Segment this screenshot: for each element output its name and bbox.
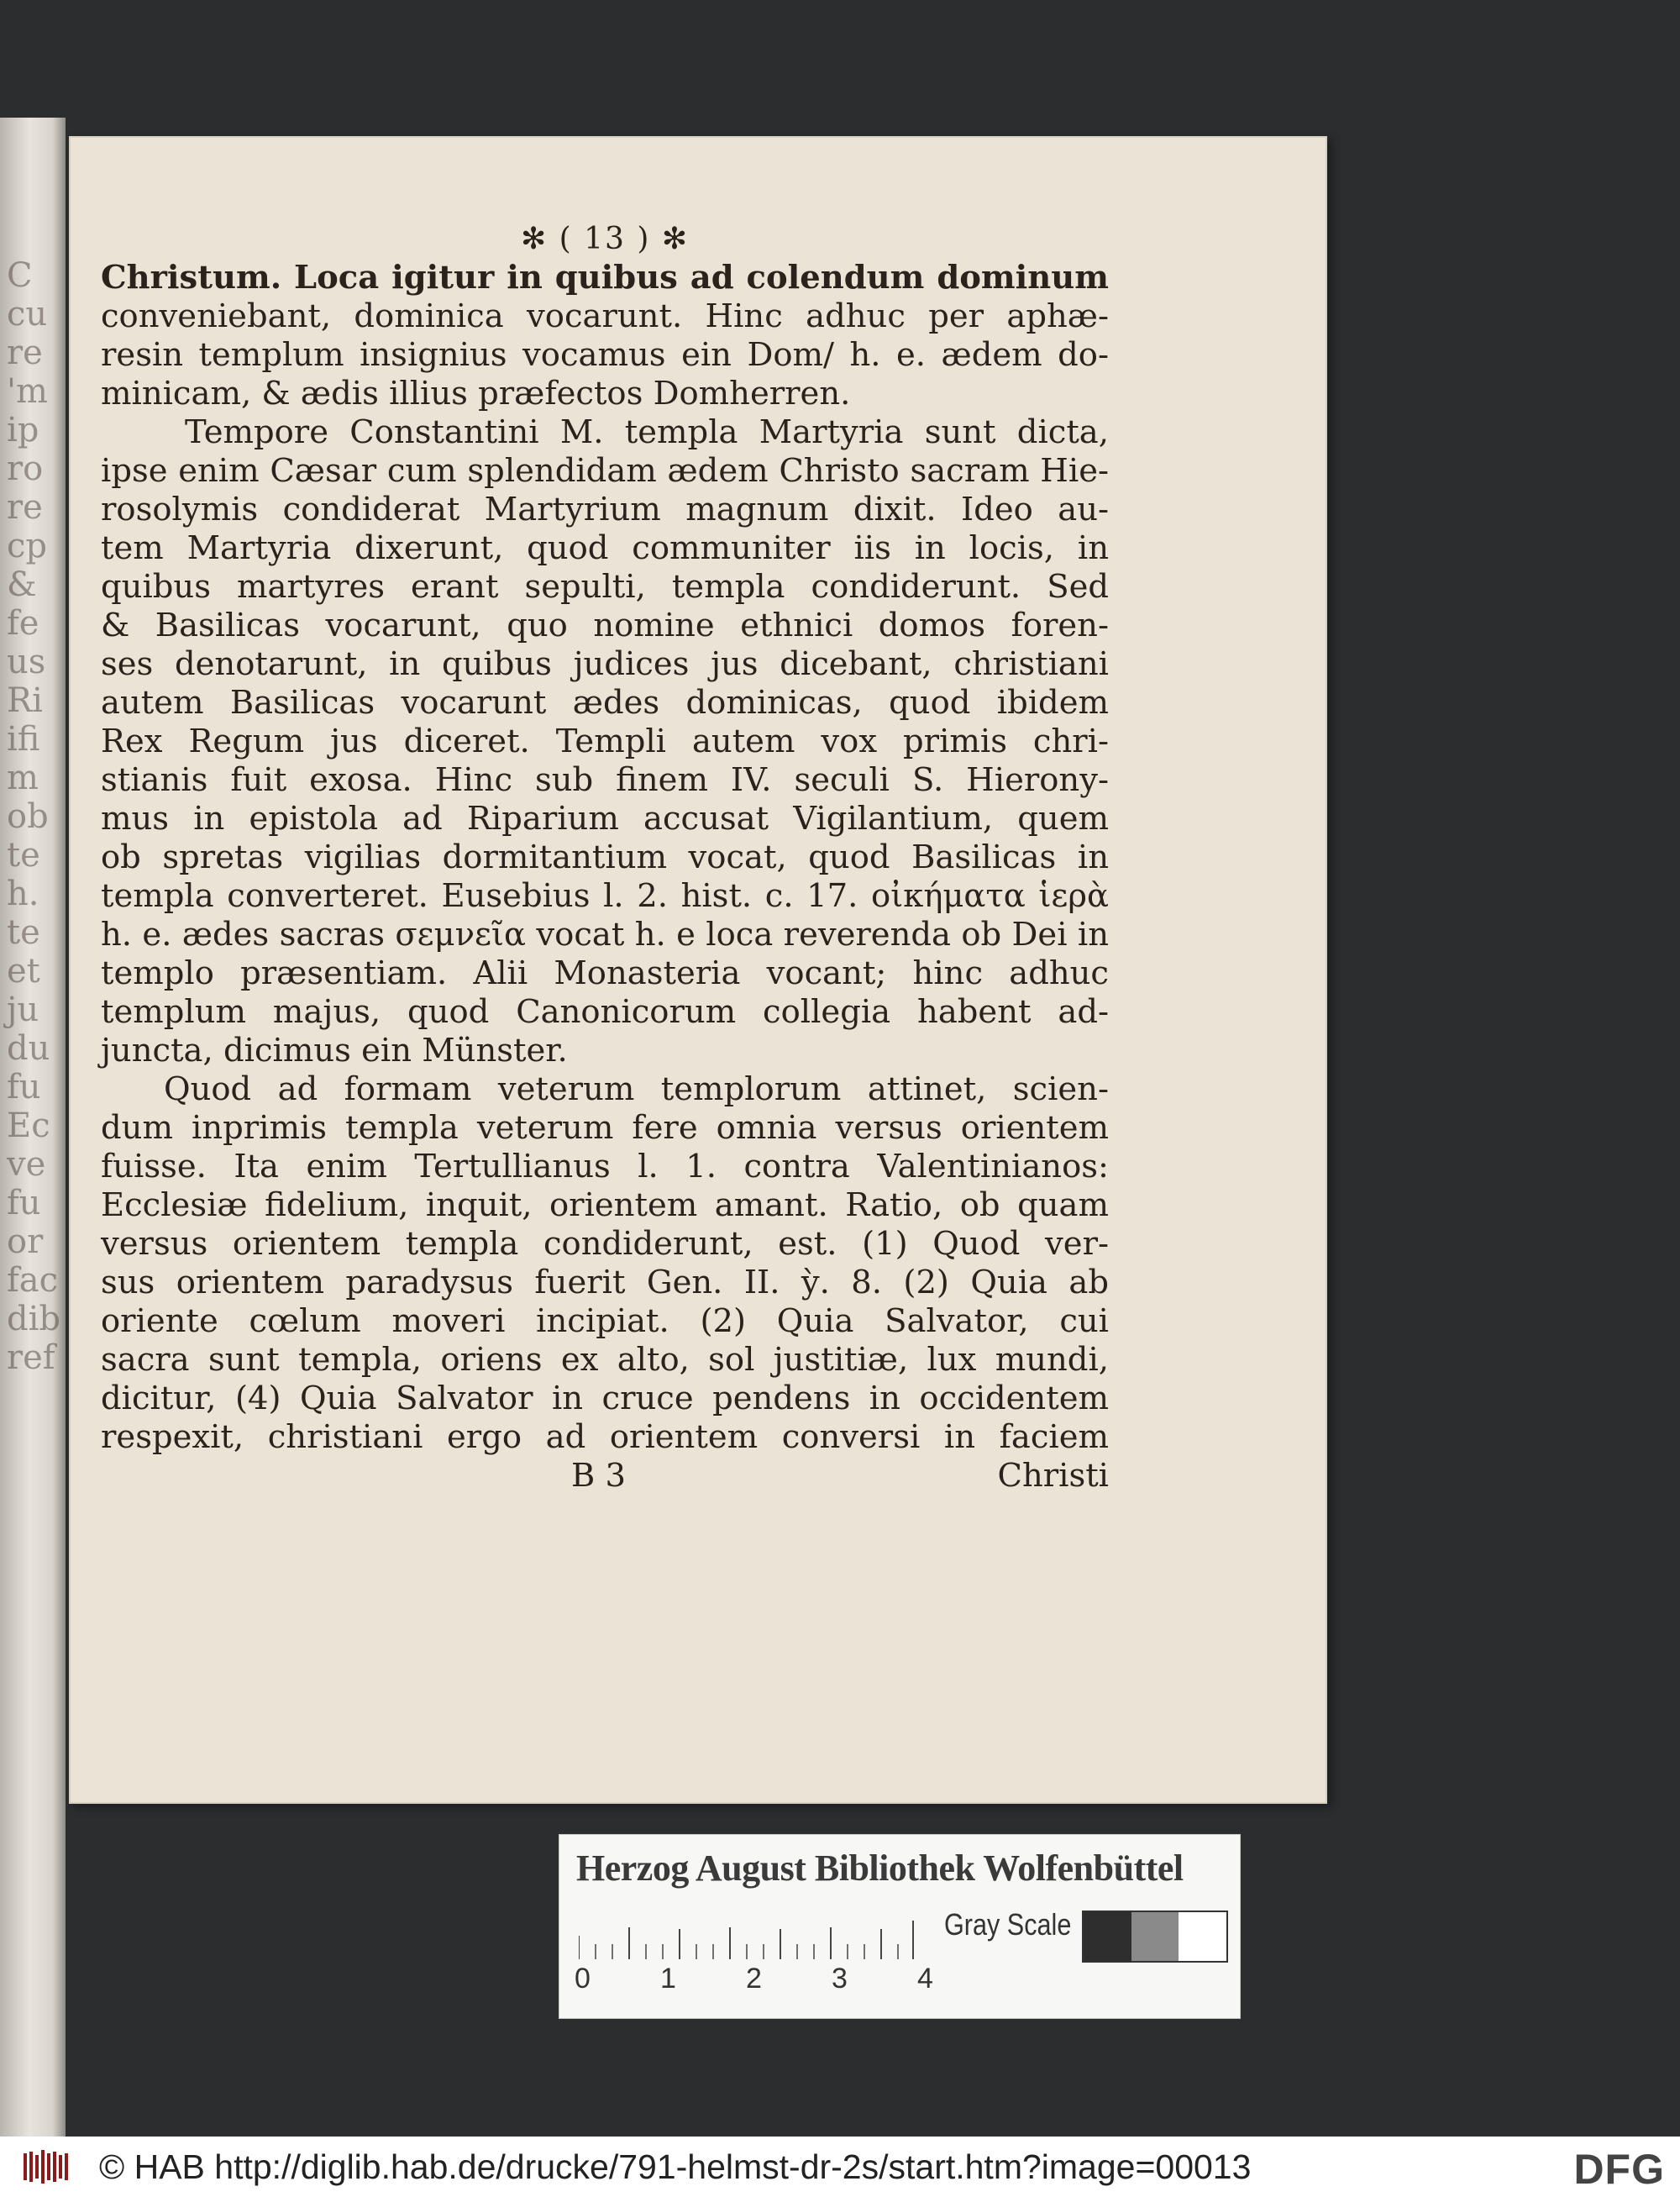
text-line: ses denotarunt, in quibus judices jus dicebant, christiani [101,645,1109,683]
left-page-fragment: C [7,256,33,295]
text-line: dicitur, (4) Quia Salvator in cruce pendens in occidentem [101,1380,1109,1417]
text-line: templo præsentiam. Alii Monasteria vocant; hinc adhuc [101,954,1109,992]
page-footer [101,1457,1109,1495]
text-line: conveniebant, dominica vocarunt. Hinc adhuc per aphæ- [101,297,1109,335]
copyright-url[interactable]: © HAB http://diglib.hab.de/drucke/791-helmst-dr-2s/start.htm?image=00013 [99,2147,1252,2186]
ruler-scale [579,1912,915,1959]
gray-swatch [1131,1912,1179,1961]
ruler-number: 1 [660,1963,676,1995]
left-page-fragment: ve [7,1145,46,1184]
left-page-fragment: Ec [7,1106,50,1145]
ruler-number: 3 [832,1963,848,1995]
left-page-fragments [0,118,66,2151]
ruler-number: 0 [575,1963,591,1995]
left-page-fragment: fe [7,604,39,643]
text-line: quibus martyres erant sepulti, templa condiderunt. Sed [101,568,1109,606]
gray-scale-label: Gray Scale [944,1907,1072,1942]
text-line: Quod ad formam veterum templorum attinet, scien- [164,1070,1109,1108]
footer-bar [0,2137,1680,2197]
catchword: Christi [997,1457,1109,1495]
left-page-fragment: or [7,1222,44,1261]
left-page-fragment: re [7,488,43,527]
book-page [69,136,1327,1804]
left-page-fragment: & [7,565,37,604]
hab-logo-icon [22,2148,71,2185]
left-page-fragment: ref [7,1338,55,1377]
text-line: juncta, dicimus ein Münster. [101,1032,568,1070]
text-line: & Basilicas vocarunt, quo nomine ethnici domos foren- [101,607,1109,644]
text-line: Christum. Loca igitur in quibus ad colendum dominum [101,259,1109,297]
left-page-fragment: dib [7,1300,61,1338]
left-page-fragment: ro [7,449,44,488]
left-page-fragment: fac [7,1261,59,1300]
left-page-fragment: ob [7,797,49,836]
signature-mark: B 3 [571,1457,627,1495]
text-line: templum majus, quod Canonicorum collegia habent ad- [101,993,1109,1031]
gray-scale-swatches [1082,1911,1228,1963]
text-line: respexit, christiani ergo ad orientem conversi in faciem [101,1418,1109,1456]
text-line: autem Basilicas vocarunt ædes dominicas, quod ibidem [101,684,1109,722]
page-text [101,220,1109,1495]
ruler-number: 4 [917,1963,933,1995]
text-line: rosolymis condiderat Martyrium magnum dixit. Ideo au- [101,491,1109,528]
text-line: stianis fuit exosa. Hinc sub finem IV. seculi S. Hierony- [101,761,1109,799]
gray-swatch [1084,1912,1131,1961]
text-line: ob spretas vigilias dormitantium vocat, quod Basilicas in [101,838,1109,876]
left-page-fragment: ju [7,991,39,1029]
left-page-fragment: m [7,759,39,797]
left-page-fragment: cu [7,295,48,334]
library-name: Herzog August Bibliothek Wolfenbüttel [576,1847,1184,1889]
text-line: Rex Regum jus diceret. Templi autem vox primis chri- [101,723,1109,760]
left-page-fragment: et [7,952,40,991]
left-page-fragment: fu [7,1068,41,1106]
text-line: resin templum insignius vocamus ein Dom/ h. e. ædem do- [101,336,1109,374]
text-line: minicam, & ædis illius præfectos Domherren. [101,375,851,413]
ruler-number: 2 [746,1963,762,1995]
text-line: mus in epistola ad Riparium accusat Vigilantium, quem [101,800,1109,838]
left-page-fragment: ifi [7,720,40,759]
left-page-fragment: re [7,334,43,372]
page-header: ✻ ( 13 ) ✻ [521,222,689,256]
text-line: oriente cœlum moveri incipiat. (2) Quia Salvator, cui [101,1302,1109,1340]
text-line: dum inprimis templa veterum fere omnia versus orientem [101,1109,1109,1147]
text-line: h. e. ædes sacras σεμνεῖα vocat h. e loca reverenda ob Dei in [101,916,1109,954]
text-line: Tempore Constantini M. templa Martyria sunt dicta, [185,413,1109,451]
left-page-fragment: du [7,1029,50,1068]
gray-swatch [1179,1912,1226,1961]
left-page-fragment: ip [7,411,39,449]
text-line: fuisse. Ita enim Tertullianus l. 1. contra Valentinianos: [101,1148,1109,1185]
dfg-logo: DFG [1573,2146,1665,2193]
left-page-fragment: fu [7,1184,41,1222]
text-line: sus orientem paradysus fuerit Gen. II. ỳ. 8. (2) Quia ab [101,1264,1109,1301]
left-page-fragment: us [7,643,46,681]
text-line: versus orientem templa condiderunt, est. (1) Quod ver- [101,1225,1109,1263]
text-line: templa converteret. Eusebius l. 2. hist. c. 17. οἰκήματα ἱερὰ [101,877,1109,915]
left-page-fragment: h. [7,875,39,913]
left-page-fragment: te [7,836,40,875]
text-line: sacra sunt templa, oriens ex alto, sol justitiæ, lux mundi, [101,1341,1109,1379]
left-page-fragment: cp [7,527,48,565]
text-line: Ecclesiæ fidelium, inquit, orientem amant. Ratio, ob quam [101,1186,1109,1224]
left-page-fragment: 'm [7,372,48,411]
text-line: ipse enim Cæsar cum splendidam ædem Christo sacram Hie- [101,452,1109,490]
left-page-fragment: Ri [7,681,43,720]
library-label-card [559,1834,1241,2019]
left-page-fragment: te [7,913,40,952]
text-line: tem Martyria dixerunt, quod communiter iis in locis, in [101,529,1109,567]
